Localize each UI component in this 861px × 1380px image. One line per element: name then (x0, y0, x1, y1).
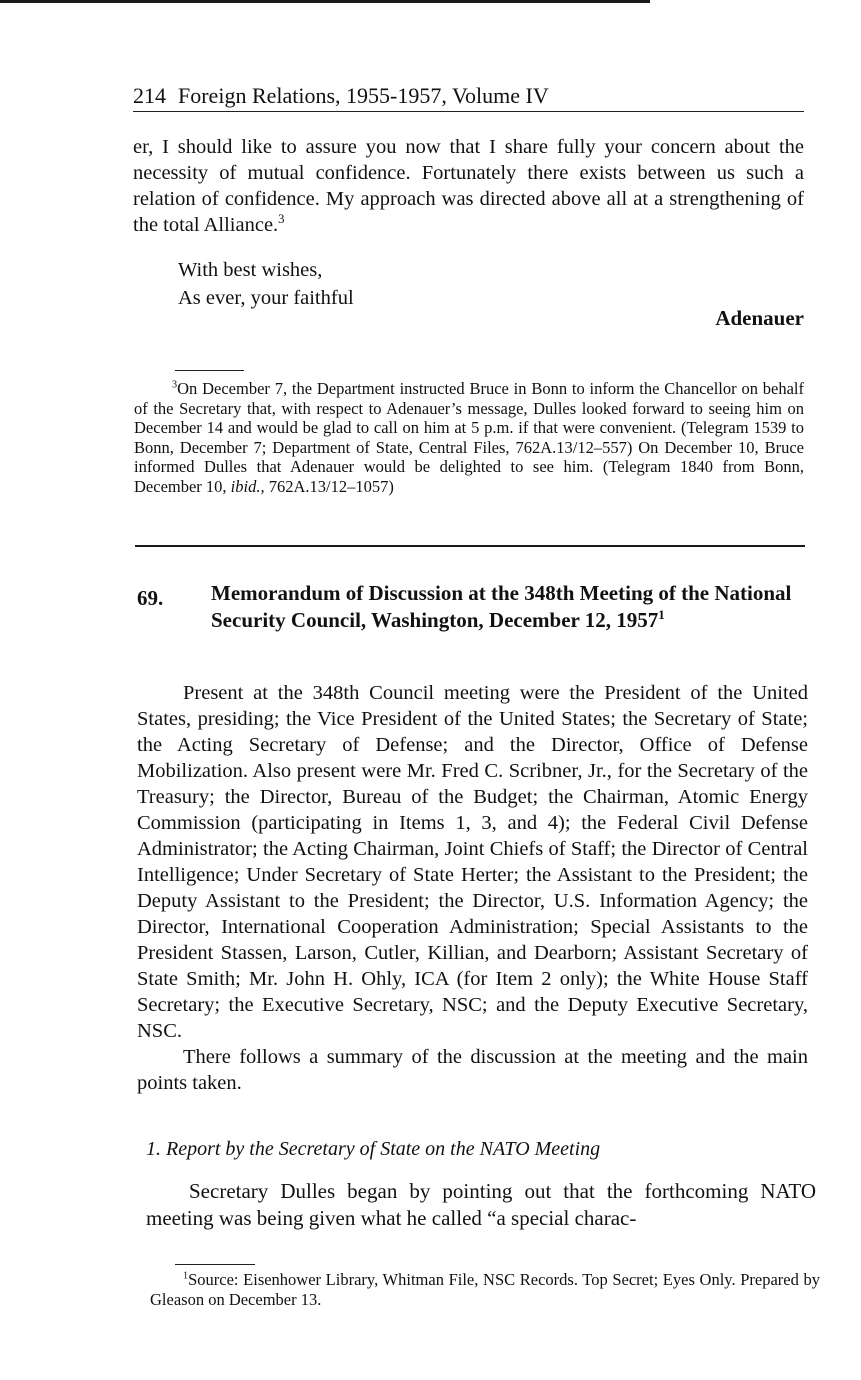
volume-title: Foreign Relations, 1955-1957, Volume IV (178, 83, 549, 108)
paragraph-attendees: Present at the 348th Council meeting were the President of the United States, presiding; the Vice President of the United States; the Secretary of State; the Acting Secretary of Defense; and the Director, Office of Defense Mobilization. Also present were Mr. Fred C. Scribner, Jr., for the Secretary of the Treasury; the Director, Bureau of the Budget; the Chairman, Atomic Energy Commission (participating in Items 1, 3, and 4); the Federal Civil Defense Administrator; the Acting Chairman, Joint Chiefs of Staff; the Director of Central Intelligence; Under Secretary of State Herter; the Assistant to the President; the Deputy Assistant to the President; the Director, U.S. Information Agency; the Director, International Cooperation Administration; Special Assistants to the President Stassen, Larson, Cutler, Killian, and Dearborn; Assistant Secretary of State Smith; Mr. John H. Ohly, ICA (for Item 2 only); the White House Staff Secretary; the Executive Secretary, NSC; and the Deputy Executive Secretary, NSC. (137, 682, 808, 1042)
footnote-separator (175, 370, 244, 371)
document-number: 69. (137, 586, 164, 610)
closing-line-1: With best wishes, (178, 259, 323, 281)
footnote-ref-1: 1 (658, 607, 665, 622)
section-divider (135, 545, 805, 547)
item-1-heading: 1. Report by the Secretary of State on the NATO Meeting (146, 1138, 601, 1160)
item-1-body (146, 1178, 816, 1232)
paragraph-summary-note: There follows a summary of the discussion at the meeting and the main points taken. (137, 1046, 808, 1094)
footnote-3-text-end: 762A.13/12–1057) (264, 476, 394, 496)
footnote-3 (134, 379, 804, 496)
footnote-separator-2 (175, 1264, 255, 1265)
footnote-1 (150, 1270, 820, 1310)
page-number: 214 (133, 83, 166, 108)
footnote-3-text: On December 7, the Department instructed Bruce in Bonn to inform the Chancellor on behalf of the Secretary that, with respect to Adenauer’s message, Dulles looked forward to seeing him on December 14 and would be glad to call on him at 5 p.m. if that were convenient. (Telegram 1539 to Bonn, December 7; Department of State, Central Files, 762A.13/12–557) On December 10, Bruce informed Dulles that Adenauer would be delighted to see him. (Telegram 1840 from Bonn, December 10, (134, 379, 804, 496)
footnote-1-mark: 1 (183, 1270, 189, 1282)
letter-continuation-text: er, I should like to assure you now that I share fully your concern about the necessity of mutual confidence. Fortunately there exists between us such a relation of confidence. My approach was directed above all at a strengthening of the total Alliance. (133, 136, 804, 236)
document-body (137, 680, 808, 1096)
letter-closing (178, 256, 354, 312)
document-title (211, 580, 801, 634)
paragraph-dulles: Secretary Dulles began by pointing out that the forthcoming NATO meeting was being given what he called “a special charac- (146, 1179, 816, 1230)
footnote-ref-3: 3 (278, 212, 285, 227)
running-head (133, 82, 804, 112)
letter-continuation (133, 134, 804, 238)
scan-edge-rule (0, 0, 650, 3)
closing-line-2: As ever, your faithful (178, 287, 354, 309)
footnote-3-ibid: ibid., (230, 476, 265, 496)
footnote-1-text: Source: Eisenhower Library, Whitman File, NSC Records. Top Secret; Eyes Only. Prepared by Gleason on December 13. (150, 1270, 820, 1309)
document-title-text: Memorandum of Discussion at the 348th Meeting of the National Security Council, Washington, December 12, 1957 (211, 581, 792, 632)
footnote-3-mark: 3 (172, 379, 178, 391)
signature: Adenauer (715, 306, 804, 330)
